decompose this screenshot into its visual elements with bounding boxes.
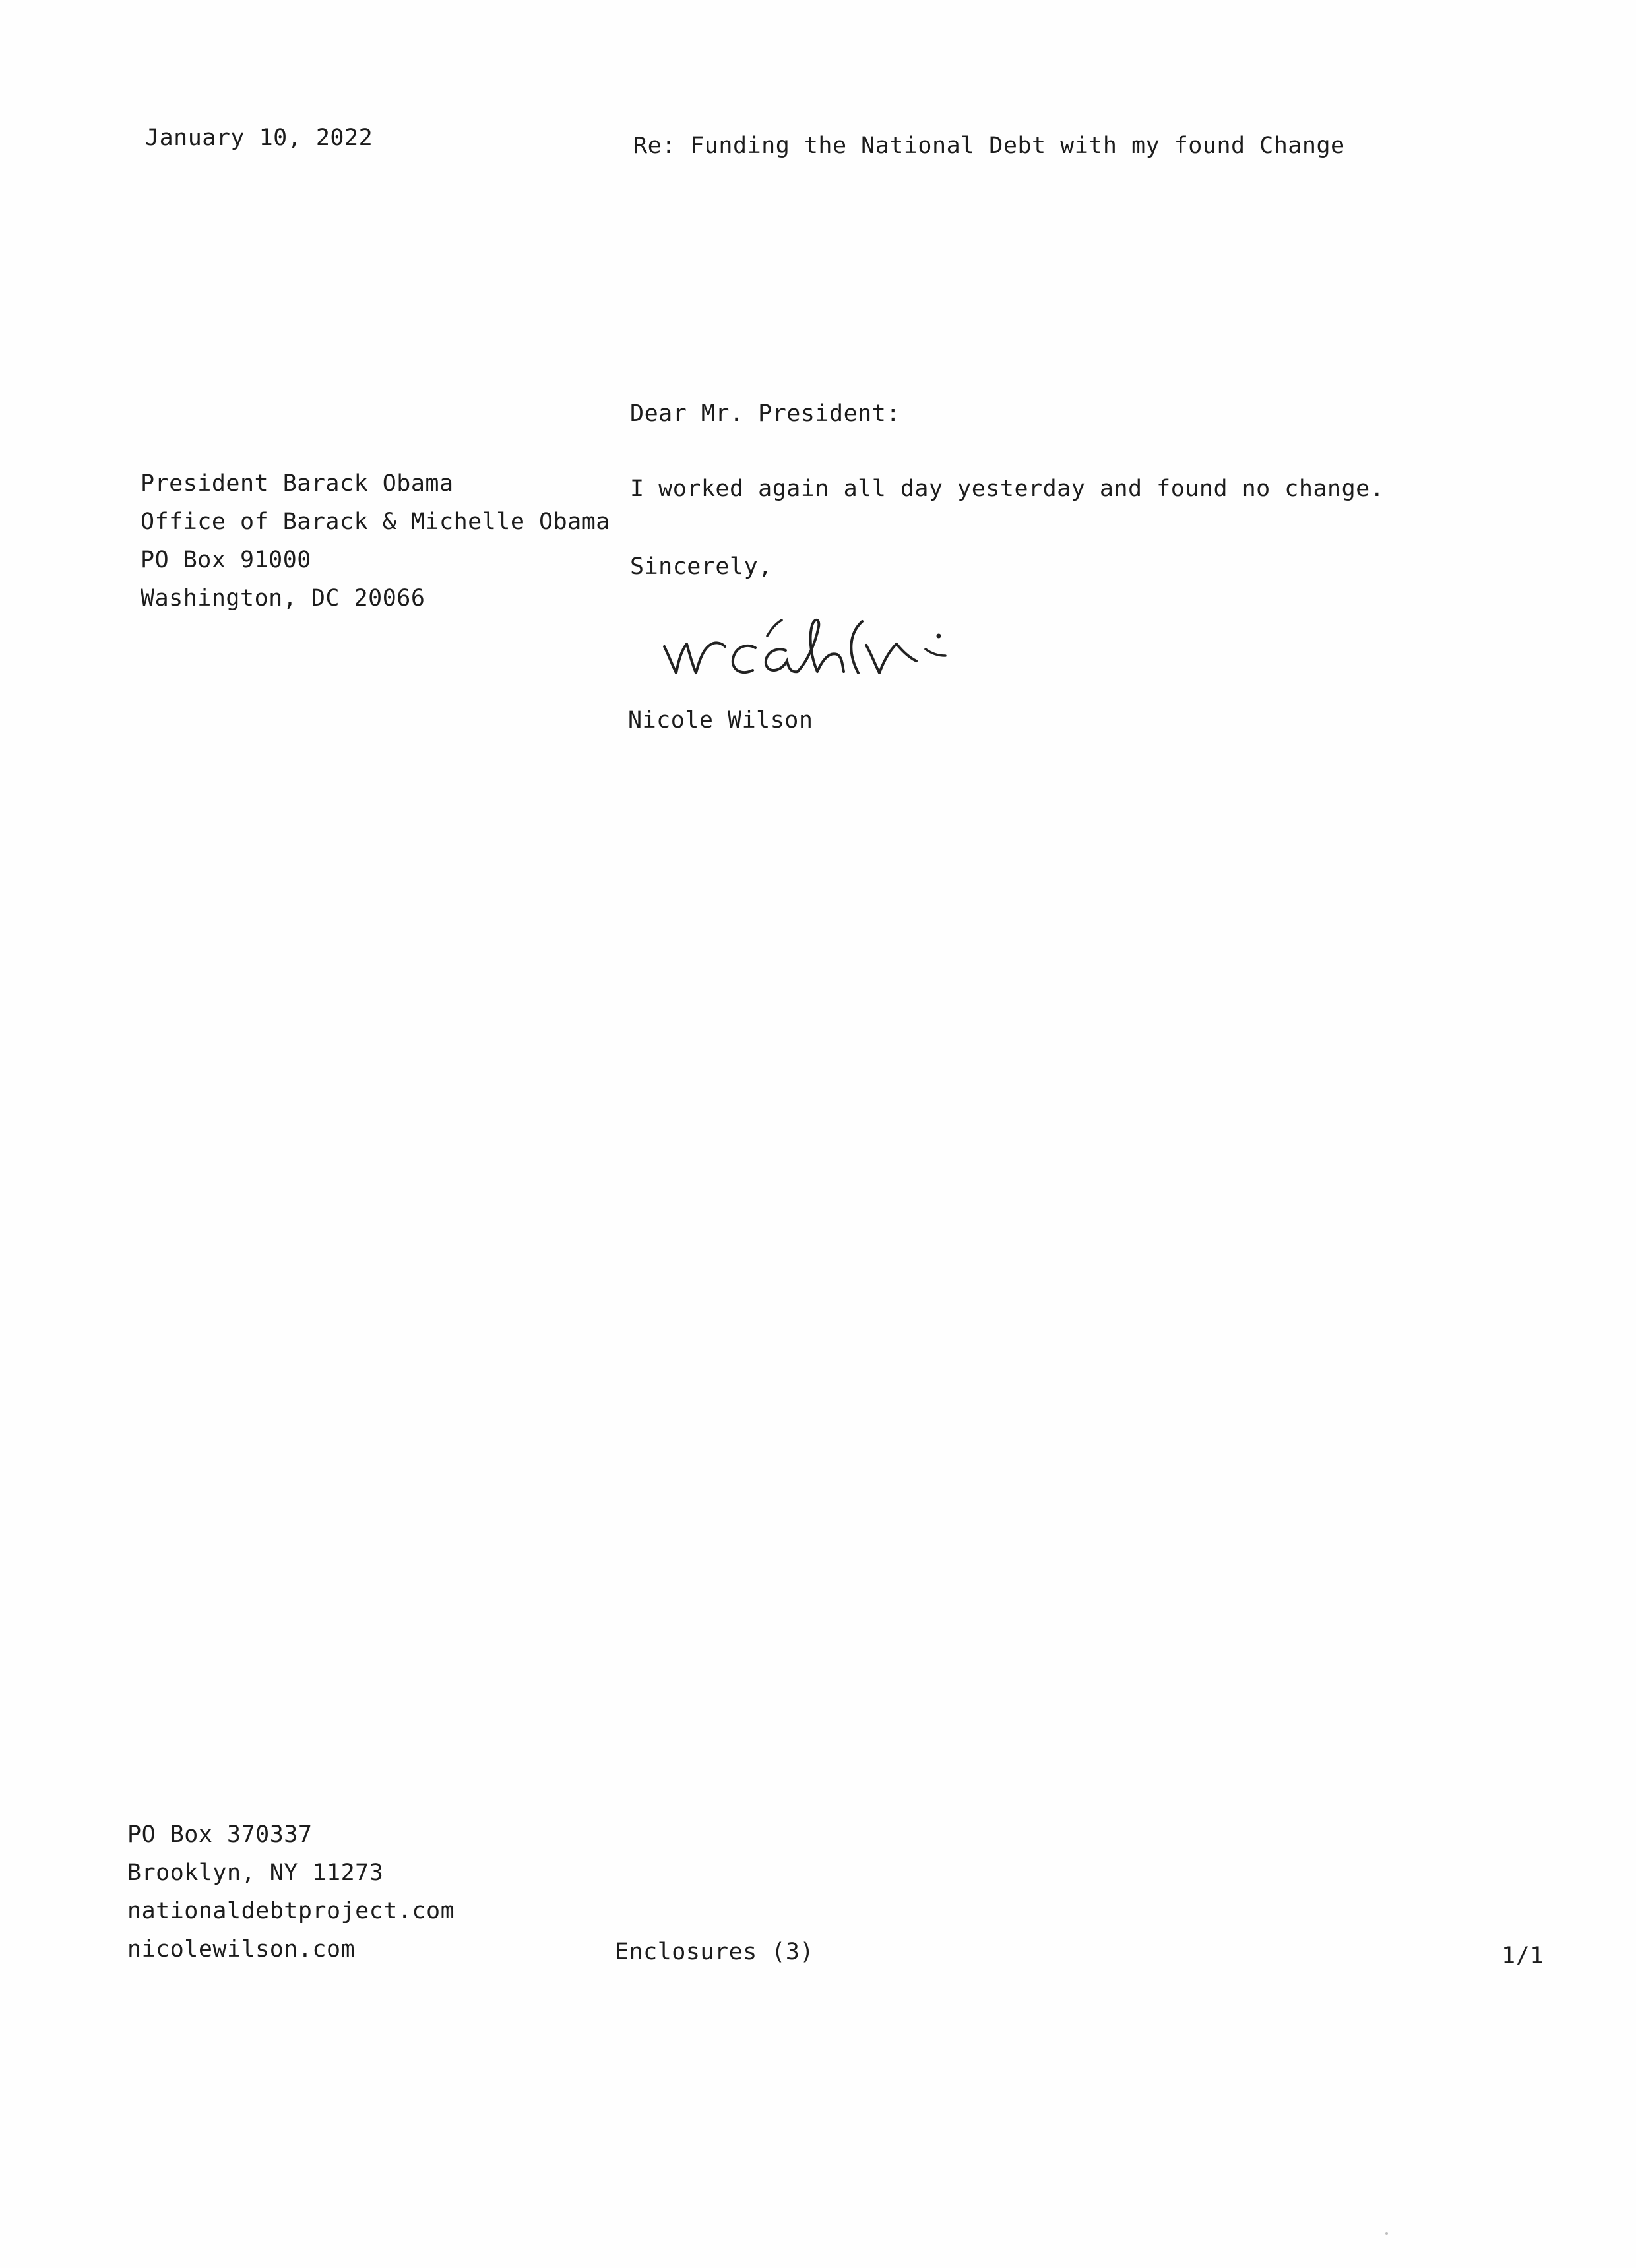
- salutation: Dear Mr. President:: [630, 400, 900, 427]
- closing: Sincerely,: [630, 553, 772, 580]
- handwritten-signature: [656, 607, 1013, 686]
- scan-speck: [1385, 2232, 1388, 2235]
- sender-line: nicolewilson.com: [127, 1936, 356, 1963]
- recipient-line: President Barack Obama: [141, 470, 454, 497]
- page-number: 1/1: [1501, 1943, 1544, 1969]
- sender-line: Brooklyn, NY 11273: [127, 1860, 384, 1886]
- recipient-address: [141, 464, 610, 617]
- recipient-line: Office of Barack & Michelle Obama: [141, 509, 610, 535]
- sender-address: [127, 1815, 455, 1969]
- letter-body: I worked again all day yesterday and found no change.: [630, 476, 1385, 502]
- sender-line: nationaldebtproject.com: [127, 1898, 455, 1924]
- sender-line: PO Box 370337: [127, 1821, 313, 1848]
- signer-name: Nicole Wilson: [628, 707, 813, 734]
- letter-date: January 10, 2022: [145, 125, 373, 151]
- letter-subject: Re: Funding the National Debt with my found Change: [633, 133, 1345, 159]
- recipient-line: PO Box 91000: [141, 547, 311, 573]
- enclosures-note: Enclosures (3): [615, 1939, 815, 1965]
- recipient-line: Washington, DC 20066: [141, 585, 425, 612]
